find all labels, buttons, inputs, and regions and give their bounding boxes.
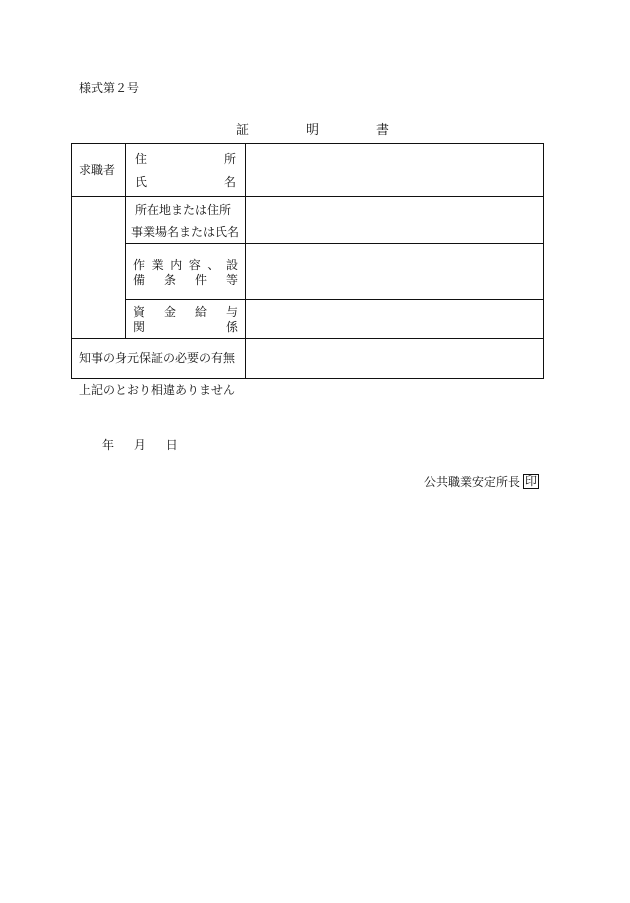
table-border-right [543,143,544,379]
label-char: 名 [223,175,236,189]
label-char: 住 [135,152,148,166]
table-rule [125,143,126,339]
title-char: 証 [236,123,250,138]
table-border-bottom [71,378,544,379]
relation-label [133,320,238,334]
wage-label [133,305,238,319]
label-char: 資 [133,305,146,319]
title-char: 明 [305,123,319,138]
label-char: 係 [225,320,238,334]
label-char: 備 [133,273,146,287]
label-char: 等 [225,273,238,287]
date-line [102,438,194,452]
job-seeker-header: 求職者 [79,163,116,177]
table-border-left [71,143,72,379]
label-char: 所 [223,152,236,166]
label-char: 与 [225,305,238,319]
business-location-label: 所在地または住所 [135,203,232,217]
day-char: 日 [165,438,178,452]
label-char: 氏 [135,175,148,189]
table-rule [125,243,544,244]
title-char: 書 [375,123,389,138]
label-char: 給 [194,305,207,319]
label-char: 、 [207,258,220,272]
table-rule [71,196,544,197]
label-char: 内 [170,258,183,272]
label-char: 作 [133,258,146,272]
table-rule [245,143,246,379]
label-char: 関 [133,320,146,334]
label-char: 設 [225,258,238,272]
table-rule [125,299,544,300]
month-char: 月 [133,438,146,452]
address-label [135,152,236,166]
attestation-text: 上記のとおり相違ありません [79,383,236,397]
document-title [236,123,389,138]
guarantee-label: 知事の身元保証の必要の有無 [79,351,236,365]
signatory-line [424,474,539,489]
label-char: 金 [163,305,176,319]
label-char: 容 [188,258,201,272]
seal-stamp: 印 [525,474,538,488]
work-content-label [133,258,238,272]
table-rule [71,338,544,339]
form-number: 様式第２号 [79,81,140,95]
business-name-label: 事業場名または氏名 [131,225,240,239]
year-char: 年 [102,438,115,452]
label-char: 件 [194,273,207,287]
label-char: 業 [151,258,164,272]
equipment-label [133,273,238,287]
name-label [135,175,236,189]
signatory-title: 公共職業安定所長 [424,474,521,489]
label-char: 条 [163,273,176,287]
table-border-top [71,143,544,144]
